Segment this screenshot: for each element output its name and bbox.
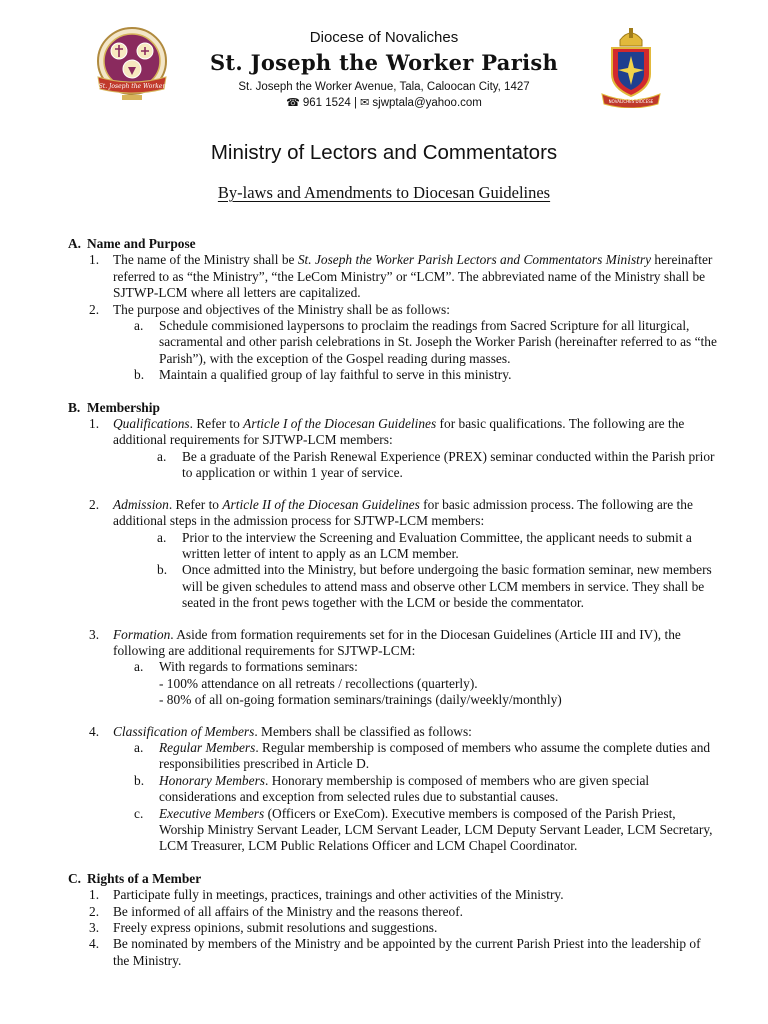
item-text: With regards to formations seminars: bbox=[159, 659, 358, 675]
list-item bbox=[0, 724, 768, 740]
item-text: The name of the Ministry shall be bbox=[113, 252, 298, 268]
email-address: sjwptala@yahoo.com bbox=[372, 97, 482, 109]
item-text: . Refer to bbox=[189, 416, 244, 432]
parish-seal-logo bbox=[94, 25, 170, 105]
sub-list-item bbox=[0, 367, 768, 383]
item-letter: a. bbox=[134, 739, 144, 755]
item-text: hereinafter referred to as “the Ministry”, “the LeCom Ministry” or “LCM”. The abbreviated name of the Ministry shall be SJTWP-LCM where all letters are capitalized. bbox=[113, 252, 713, 301]
phone-icon: ☎ bbox=[286, 97, 300, 109]
letterhead bbox=[0, 0, 768, 112]
item-text: for basic admission process. The following are the additional steps in the admission process for SJTWP-LCM members: bbox=[113, 496, 693, 529]
list-item bbox=[0, 920, 768, 936]
section-rights-of-a-member bbox=[0, 871, 768, 969]
item-letter: b. bbox=[134, 367, 145, 383]
sub-list-item bbox=[0, 773, 768, 806]
item-emphasis: Qualifications bbox=[113, 416, 190, 432]
requirement-line: - 80% of all on-going formation seminars/trainings (daily/weekly/monthly) bbox=[159, 692, 562, 708]
item-number: 2. bbox=[89, 903, 100, 919]
item-text: Be a graduate of the Parish Renewal Experience (PREX) seminar conducted within the Parish prior to application or within 1 year of service. bbox=[182, 448, 715, 481]
item-letter: c. bbox=[134, 805, 144, 821]
item-number: 1. bbox=[89, 416, 100, 432]
sub-list-item bbox=[0, 449, 768, 482]
item-number: 2. bbox=[89, 496, 100, 512]
item-letter: a. bbox=[134, 659, 144, 675]
item-text: . Refer to bbox=[168, 496, 223, 512]
item-number: 1. bbox=[89, 252, 100, 268]
section-heading bbox=[0, 400, 768, 416]
item-letter: a. bbox=[157, 448, 167, 464]
document-title: Ministry of Lectors and Commentators bbox=[210, 141, 558, 164]
item-text: . Honorary membership is composed of members who are given special considerations and exception from selected rules due to substantial causes. bbox=[159, 772, 650, 805]
sub-list-item bbox=[0, 659, 768, 675]
item-emphasis: Admission bbox=[113, 496, 169, 512]
section-label: B. bbox=[68, 399, 81, 415]
section-label: A. bbox=[68, 236, 82, 251]
list-item bbox=[0, 936, 768, 969]
item-text: Participate fully in meetings, practices, trainings and other activities of the Ministry. bbox=[113, 887, 564, 903]
item-letter: a. bbox=[134, 318, 144, 334]
item-number: 4. bbox=[89, 936, 100, 952]
phone-number: 961 1524 bbox=[302, 97, 351, 109]
envelope-icon: ✉ bbox=[360, 97, 370, 109]
section-membership bbox=[0, 400, 768, 855]
item-emphasis: Formation bbox=[113, 626, 171, 642]
item-text: Maintain a qualified group of lay faithful to serve in this ministry. bbox=[159, 367, 512, 383]
sub-list-item bbox=[0, 806, 768, 855]
item-emphasis: St. Joseph the Worker Parish Lectors and Commentators Ministry bbox=[297, 252, 652, 268]
item-letter: b. bbox=[157, 562, 168, 578]
list-item bbox=[0, 497, 768, 530]
item-text: Prior to the interview the Screening and Evaluation Committee, the applicant needs to submit a written letter of intent to apply as an LCM member. bbox=[182, 529, 692, 561]
parish-address: St. Joseph the Worker Avenue, Tala, Caloocan City, 1427 bbox=[238, 81, 530, 93]
section-title: Name and Purpose bbox=[87, 236, 196, 251]
item-text: for basic qualifications. The following are the additional requirements for SJTWP-LCM members: bbox=[113, 416, 685, 448]
item-text: Schedule commisioned laypersons to proclaim the readings from Sacred Scripture for all liturgical, sacramental and other parish celebrations in St. Joseph the Worker Parish (hereinafter referred to as “the Parish”), with the exception of the Gospel reading during masses. bbox=[159, 318, 717, 366]
item-text: Freely express opinions, submit resolutions and suggestions. bbox=[113, 920, 438, 936]
item-number: 3. bbox=[89, 626, 100, 642]
item-text: Be informed of all affairs of the Ministry and the reasons thereof. bbox=[113, 903, 464, 919]
list-item bbox=[0, 416, 768, 449]
requirement-line: - 100% attendance on all retreats / recollections (quarterly). bbox=[159, 675, 478, 691]
document-body bbox=[0, 236, 768, 969]
item-number: 1. bbox=[89, 887, 100, 903]
item-text: Be nominated by members of the Ministry and be appointed by the current Parish Priest into the leadership of the Ministry. bbox=[113, 936, 701, 968]
seal-left-banner-text: St. Joseph the Worker bbox=[98, 83, 166, 90]
list-item bbox=[0, 252, 768, 301]
diocese-name: Diocese of Novaliches bbox=[309, 29, 459, 46]
item-number: 3. bbox=[89, 920, 100, 936]
item-emphasis: Honorary Members bbox=[159, 772, 265, 788]
item-emphasis: Article II of the Diocesan Guidelines bbox=[222, 496, 420, 512]
list-item bbox=[0, 904, 768, 920]
section-name-and-purpose bbox=[0, 236, 768, 384]
contact-line: ☎ 961 1524 | ✉ sjwptala@yahoo.com bbox=[286, 97, 482, 109]
item-text: . Members shall be classified as follows: bbox=[254, 723, 472, 739]
item-letter: a. bbox=[157, 529, 167, 545]
item-number: 2. bbox=[89, 301, 100, 317]
section-heading bbox=[0, 871, 768, 887]
section-heading bbox=[0, 236, 768, 252]
coat-of-arms-ribbon-text: NOVALICHES DIOCESE bbox=[608, 99, 654, 104]
document-subtitle bbox=[0, 182, 768, 204]
item-text: The purpose and objectives of the Ministry shall be as follows: bbox=[113, 301, 450, 317]
sub-list-item bbox=[0, 740, 768, 773]
item-emphasis: Classification of Members bbox=[113, 723, 255, 739]
list-item bbox=[0, 887, 768, 903]
item-emphasis: Article I of the Diocesan Guidelines bbox=[243, 416, 437, 432]
diocese-coat-of-arms bbox=[598, 26, 664, 108]
parish-name: St. Joseph the Worker Parish bbox=[209, 50, 559, 75]
item-text: Once admitted into the Ministry, but before undergoing the basic formation seminar, new members will be given schedules to attend mass and observe other LCM members in service. They shall be seated in the front pews together with the LCM or beside the commentator. bbox=[182, 562, 712, 611]
item-emphasis: Regular Members bbox=[159, 739, 256, 755]
list-item bbox=[0, 627, 768, 660]
item-letter: b. bbox=[134, 772, 145, 788]
section-label: C. bbox=[68, 870, 82, 886]
list-item bbox=[0, 302, 768, 318]
section-title: Membership bbox=[87, 399, 160, 415]
item-text: . Regular membership is composed of members who assume the complete duties and responsibilities prescribed in Article D. bbox=[159, 739, 711, 772]
item-number: 4. bbox=[89, 723, 100, 739]
letterhead-text bbox=[170, 28, 598, 111]
sub-list-item bbox=[0, 318, 768, 367]
sub-list-item bbox=[0, 562, 768, 611]
sub-list-item bbox=[0, 530, 768, 563]
section-title: Rights of a Member bbox=[87, 870, 202, 886]
item-text: . Aside from formation requirements set for in the Diocesan Guidelines (Article III and IV), the following are additional requirements for SJTWP-LCM: bbox=[113, 626, 681, 658]
item-emphasis: Executive Members bbox=[159, 805, 265, 821]
item-text: (Officers or ExeCom). Executive members is composed of the Parish Priest, Worship Ministry Servant Leader, LCM Servant Leader, LCM Deputy Servant Leader, LCM Secretary, LCM Treasurer, LCM Public Relations Officer and LCM Chapel Coordinator. bbox=[159, 805, 713, 854]
document-subtitle-text: By-laws and Amendments to Diocesan Guidelines bbox=[217, 183, 551, 202]
